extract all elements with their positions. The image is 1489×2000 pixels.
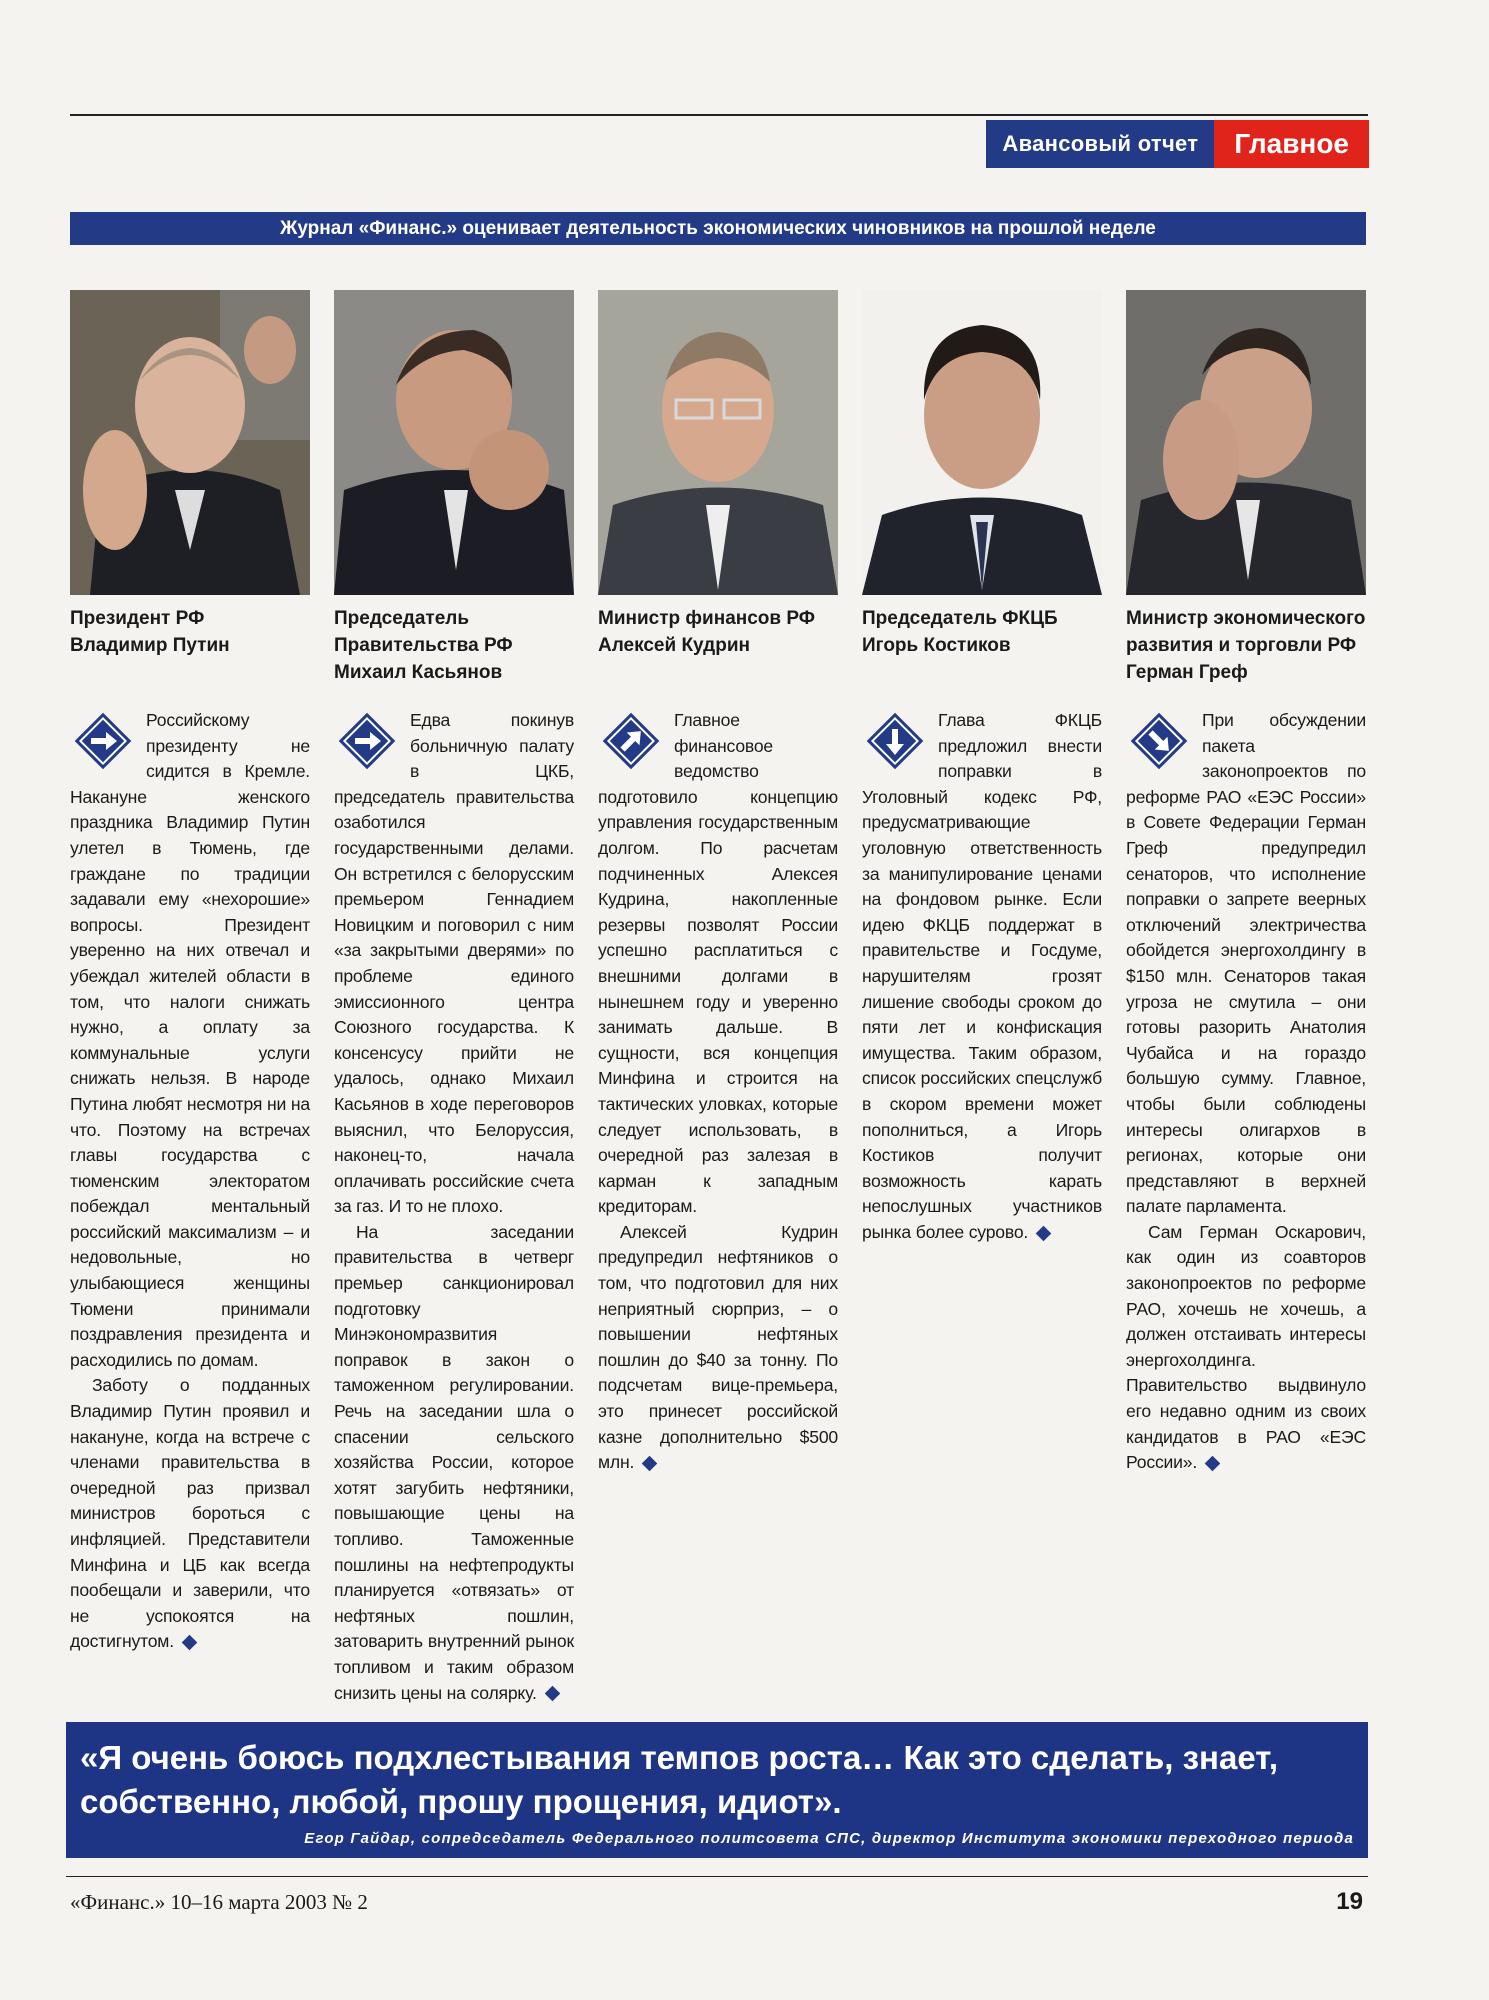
caption-kudrin: [598, 605, 838, 659]
rating-banner: Журнал «Финанс.» оценивает деятельность экономических чиновников на прошлой неделе: [70, 212, 1366, 245]
end-mark-icon: [1205, 1456, 1221, 1472]
official-title: Министр финансов РФ: [598, 608, 816, 629]
top-rule: [70, 114, 1368, 116]
end-mark-icon: [182, 1635, 198, 1651]
article-paragraph: Глава ФКЦБ предложил внести поправки в Уголовный кодекс РФ, предусматривающие уголовную ответственность за манипулирование ценами на фондовом рынке. Если идею ФКЦБ поддержат в правительстве и Госдуме, нарушителям грозят лишение свободы сроком до пяти лет и конфискация имущества. Таким образом, список российских спецслужб в скором времени может пополниться, а Игорь Костиков получит возможность карать непослушных участников рынка более сурово.: [862, 710, 1102, 1242]
official-title: Министр экономического развития и торговли РФ: [1126, 608, 1366, 656]
arrow-down-right-icon: [1126, 712, 1192, 770]
article-paragraph: Главное финансовое ведомство подготовило концепцию управления государственным долгом. По расчетам подчиненных Алексея Кудрина, накопленные резервы позволят России успешно расплатиться с внешними долгами в нынешнем году и уверенно занимать дальше. В сущности, вся концепция Минфина и строится на тактических уловках, которые следует использовать, в очередной раз залезая в карман к западным кредиторам.: [598, 710, 838, 1217]
article-paragraph: Алексей Кудрин предупредил нефтяников о том, что подготовил для них неприятный сюрприз, – о повышении нефтяных пошлин до $40 за тонну. По подсчетам вице-премьера, это принесет российской казне дополнительно $500 млн.: [598, 1221, 838, 1473]
article-paragraph: Едва покинув больничную палату в ЦКБ, председатель правительства озаботился государственными делами. Он встретился с белорусским премьером Геннадием Новицким и поговорил с ним «за закрытыми дверями» по проблеме единого эмиссионного центра Союзного государства. К консенсусу прийти не удалось, однако Михаил Касьянов в ходе переговоров выяснил, что Белоруссия, наконец-то, начала оплачивать российские счета за газ. И то не плохо.: [334, 710, 574, 1217]
caption-kasyanov: [334, 605, 574, 686]
article-paragraph: Заботу о подданных Владимир Путин проявил и накануне, когда на встрече с членами правительства в очередной раз призвал министров бороться с инфляцией. Представители Минфина и ЦБ как всегда пообещали и заверили, что не успокоятся на достигнутом.: [70, 1375, 310, 1652]
arrow-up-right-icon: [598, 712, 664, 770]
section-label: Авансовый отчет: [986, 120, 1214, 168]
official-name: Михаил Касьянов: [334, 662, 503, 683]
portrait-kostikov: [862, 290, 1102, 595]
quote-attribution: Егор Гайдар, сопредседатель Федерального политсовета СПС, директор Института экономики переходного периода: [304, 1830, 1354, 1847]
portrait-kasyanov: [334, 290, 574, 595]
portrait-row: [70, 290, 1368, 595]
column-kostikov: [862, 708, 1102, 1245]
section-name: Главное: [1214, 120, 1369, 168]
portrait-gref: [1126, 290, 1366, 595]
article-paragraph: Российскому президенту не сидится в Кремле. Накануне женского праздника Владимир Путин улетел в Тюмень, где граждане по традиции задавали ему «нехорошие» вопросы. Президент уверенно на них отвечал и убеждал жителей области в том, что налоги снижать нужно, а оплату за коммунальные услуги снижать нельзя. В народе Путина любят несмотря ни на что. Поэтому на встречах главы государства с тюменским электоратом побеждал ментальный российский максимализм – и недовольные, но улыбающиеся женщины Тюмени принимали поздравления президента и расходились по домам.: [70, 710, 310, 1370]
article-paragraph: На заседании правительства в четверг премьер санкционировал подготовку Минэкономразвития поправок в закон о таможенном регулировании. Речь на заседании шла о спасении сельского хозяйства России, которое хотят загубить нефтяники, повышающие цены на топливо. Таможенные пошлины на нефтепродукты планируется «отвязать» от нефтяных пошлин, затоварить внутренний рынок топливом и таким образом снизить цены на солярку.: [334, 1221, 574, 1703]
caption-gref: [1126, 605, 1376, 686]
column-putin: [70, 708, 310, 1655]
portrait-kudrin: [598, 290, 838, 595]
end-mark-icon: [544, 1686, 560, 1702]
official-title: Президент РФ: [70, 608, 205, 629]
arrow-right-icon: [334, 712, 400, 770]
official-name: Алексей Кудрин: [598, 635, 750, 656]
issue-info: «Финанс.» 10–16 марта 2003 № 2: [70, 1890, 368, 1914]
column-kasyanov: [334, 708, 574, 1706]
arrow-right-icon: [70, 712, 136, 770]
column-gref: [1126, 708, 1366, 1476]
arrow-down-icon: [862, 712, 928, 770]
column-kudrin: [598, 708, 838, 1476]
portrait-putin: [70, 290, 310, 595]
caption-kostikov: [862, 605, 1102, 659]
official-name: Герман Греф: [1126, 662, 1248, 683]
caption-putin: [70, 605, 310, 659]
page-number: 19: [1336, 1888, 1363, 1915]
official-title: Председатель ФКЦБ: [862, 608, 1058, 629]
article-paragraph: Сам Герман Оскарович, как один из соавторов законопроектов по реформе РАО, хочешь не хочешь, а должен отстаивать интересы энергохолдинга. Правительство выдвинуло его недавно одним из своих кандидатов в РАО «ЕЭС России».: [1126, 1221, 1366, 1473]
bottom-rule: [66, 1876, 1368, 1877]
quote-box: [66, 1722, 1368, 1858]
official-title: Председатель Правительства РФ: [334, 608, 513, 656]
article-paragraph: При обсуждении пакета законопроектов по реформе РАО «ЕЭС России» в Совете Федерации Герман Греф предупредил сенаторов, что исполнение поправки о запрете веерных отключений электричества обойдется энергохолдингу в $150 млн. Сенаторов такая угроза не смутила – они готовы разорить Анатолия Чубайса и на гораздо большую сумму. Главное, чтобы были соблюдены интересы олигархов в регионах, которые они представляют в верхней палате парламента.: [1126, 710, 1366, 1217]
official-name: Владимир Путин: [70, 635, 230, 656]
section-tab: [986, 120, 1369, 168]
official-name: Игорь Костиков: [862, 635, 1011, 656]
end-mark-icon: [1036, 1225, 1052, 1241]
end-mark-icon: [642, 1456, 658, 1472]
quote-text: «Я очень боюсь подхлестывания темпов роста… Как это сделать, знает, собственно, любой, прошу прощения, идиот».: [80, 1739, 1279, 1820]
